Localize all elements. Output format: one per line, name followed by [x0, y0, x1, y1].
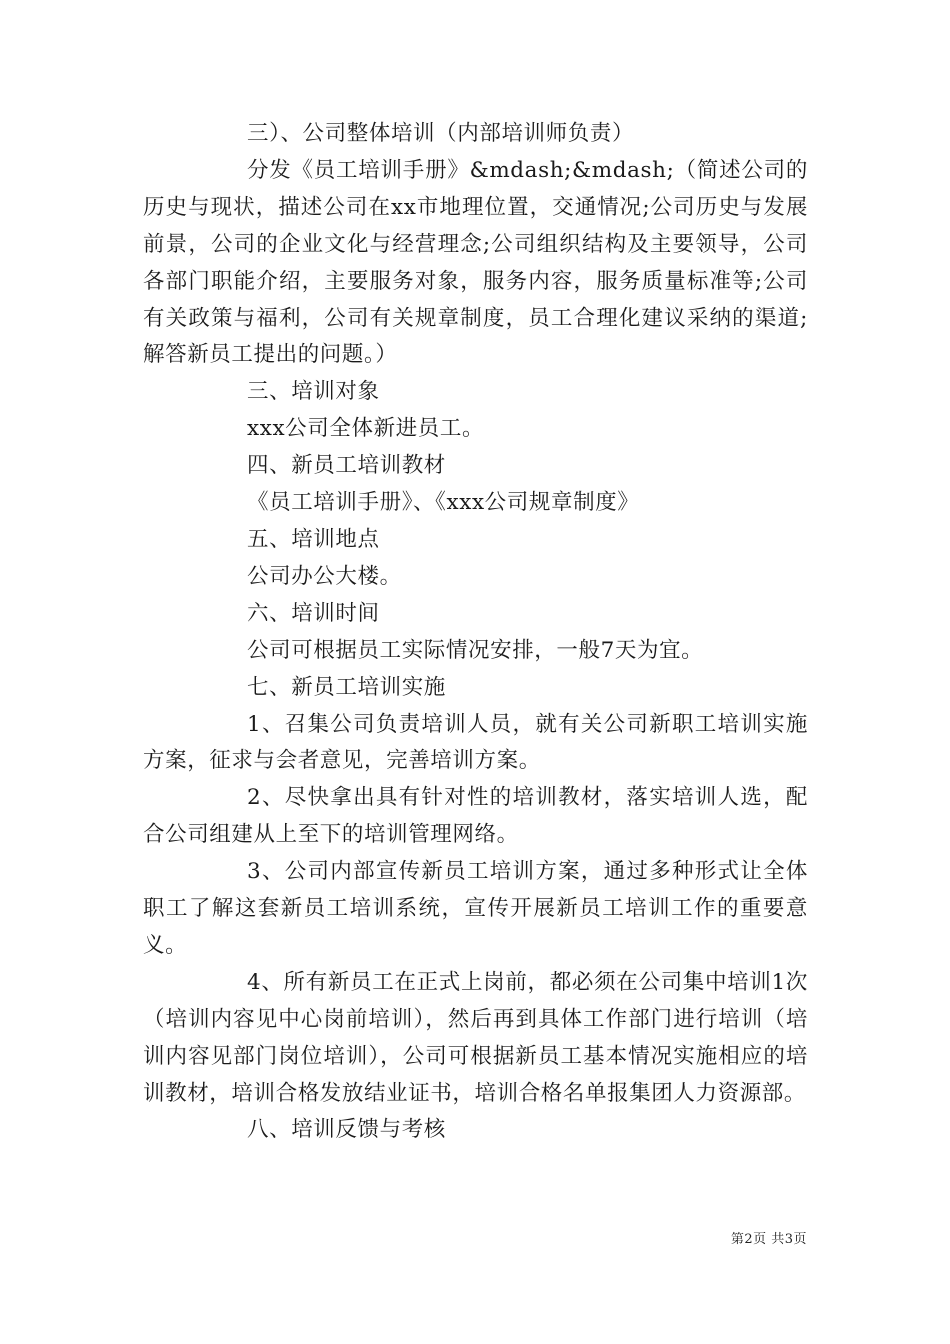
section-heading-training-implementation: 七、新员工培训实施 — [247, 674, 446, 700]
section-heading-training-target: 三、培训对象 — [247, 379, 380, 405]
section-heading-training-location: 五、培训地点 — [247, 526, 380, 552]
document-body — [143, 116, 808, 1149]
list-item-implementation-1: 1、召集公司负责培训人员，就有关公司新职工培训实施方案，征求与会者意见，完善培训方案。 — [143, 711, 808, 774]
paragraph-training-target: xxx公司全体新进员工。 — [247, 416, 485, 442]
paragraph-handbook-distribution: 分发《员工培训手册》&mdash;&mdash;（简述公司的历史与现状，描述公司在xx市地理位置，交通情况;公司历史与发展前景，公司的企业文化与经营理念;公司组织结构及主要领导，公司各部门职能介绍，主要服务对象，服务内容，服务质量标准等;公司有关政策与福利，公司有关规章制度，员工合理化建议采纳的渠道;解答新员工提出的问题。） — [143, 157, 808, 368]
list-item-implementation-2: 2、尽快拿出具有针对性的培训教材，落实培训人选，配合公司组建从上至下的培训管理网络。 — [143, 785, 808, 848]
list-item-implementation-3: 3、公司内部宣传新员工培训方案，通过多种形式让全体职工了解这套新员工培训系统，宣传开展新员工培训工作的重要意义。 — [143, 859, 808, 958]
paragraph-training-time: 公司可根据员工实际情况安排，一般7天为宜。 — [247, 637, 704, 663]
page-number: 第2页 共3页 — [730, 1232, 807, 1247]
paragraph-training-materials: 《员工培训手册》、《xxx公司规章制度》 — [247, 490, 640, 516]
list-item-implementation-4: 4、所有新员工在正式上岗前，都必须在公司集中培训1次（培训内容见中心岗前培训），然后再到具体工作部门进行培训（培训内容见部门岗位培训），公司可根据新员工基本情况实施相应的培训教材，培训合格发放结业证书，培训合格名单报集团人力资源部。 — [143, 969, 808, 1106]
section-heading-feedback-assessment: 八、培训反馈与考核 — [247, 1117, 446, 1143]
section-heading-company-training: 三）、公司整体培训（内部培训师负责） — [247, 121, 635, 146]
paragraph-training-location: 公司办公大楼。 — [247, 563, 402, 589]
section-heading-training-materials: 四、新员工培训教材 — [247, 453, 446, 479]
section-heading-training-time: 六、培训时间 — [247, 600, 380, 626]
